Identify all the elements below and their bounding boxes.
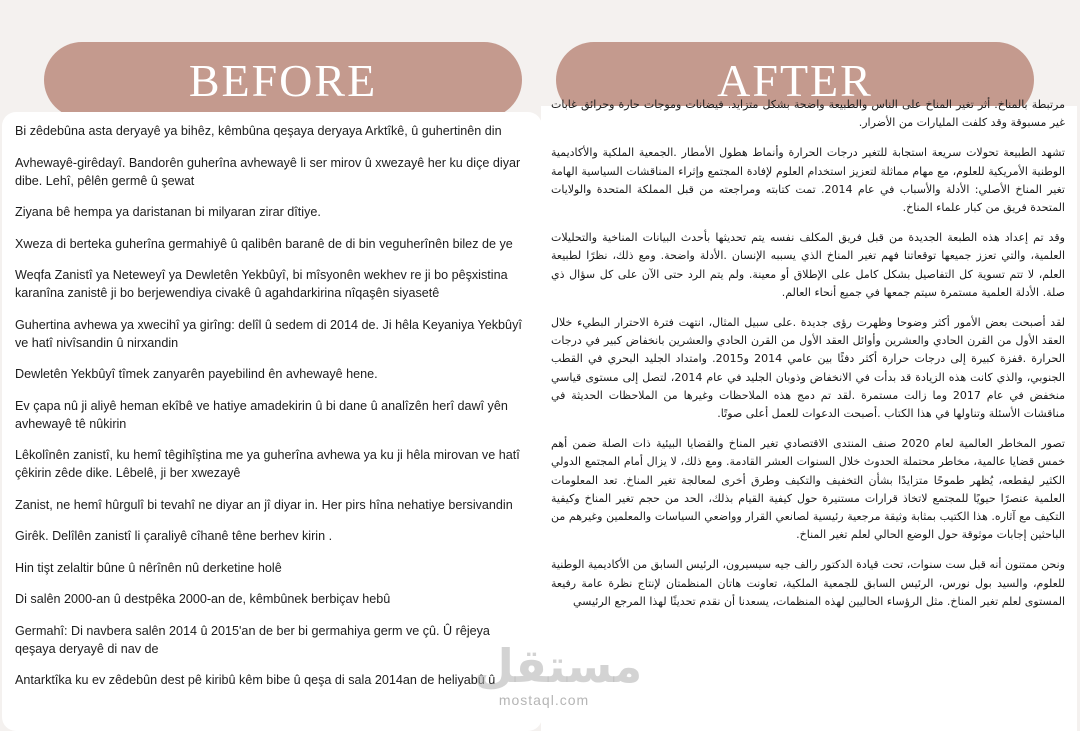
before-paragraph: Lêkolînên zanistî, ku hemî têgihîştina me ya guherîna avhewa ya ku ji hêla mirovan ve hatî çêkirin zêde dike. Lêbelê, ji ber xwezayê [15,448,520,480]
before-paragraph: Girêk. Delîlên zanistî li çaraliyê cîhanê têne berhev kirin . [15,529,333,543]
before-paragraph: Xweza di berteka guherîna germahiyê û qalibên baranê de di bin veguherînên bilez de ye [15,236,513,251]
before-paragraph: Dewletên Yekbûyî tîmek zanyarên payebilind ên avhewayê hene. [15,367,378,381]
before-label-text: BEFORE [188,54,378,106]
after-paragraph: ونحن ممتنون أنه قبل ست سنوات، تحت قيادة الدكتور رالف جيه سيسيرون، الرئيس السابق من الأكاديمية الوطنية للعلوم، والسيد بول نورس، الرئيس السابق للجمعية الملكية، تعاونت هاتان المنظمتان لإنتاج نظرة عامة رفيعة المستوى لعلم تغير المناخ. مثل الرؤساء الحاليين لهذه المنظمات، يسعدنا أن نقدم تحديثًا لهذا المرجع الرئيسي [551,558,1065,608]
before-paragraph: Germahî: Di navbera salên 2014 û 2015'an de ber bi germahiya germ ve çû. Û rêjeya qeşaya deryayê di nav de [15,623,490,656]
after-paragraph: تصور المخاطر العالمية لعام 2020 صنف المنتدى الاقتصادي تغير المناخ والقضايا البيئية ذات الصلة ضمن أهم خمس قضايا عالمية، مخاطر محتملة الحدوث خلال السنوات العشر القادمة. ومع ذلك، لا يزال أمام المجتمع الدولي الكثير ليقطعه، يُظهر طموحًا متزايدًا بشأن التخفيف والتكيف وطرق أخرى لمعالجة تغير المناخ. تعد المعلومات العلمية عنصرًا حيويًا للمجتمع لاتخاذ قرارات مستنيرة حول كيفية القيام بذلك، الحد من حجم تغير المناخ وكيفية التكيف مع آثاره. هذا الكتيب بمثابة وثيقة مرجعية رئيسية لصانعي القرار وواضعي السياسات والمعلمين وغيرهم من الباحثين إجابات موثوقة حول الوضع الحالي لعلم تغير المناخ. [551,437,1065,542]
watermark-logo: مستقل [474,639,643,693]
after-document-panel [541,98,1077,731]
before-paragraph: Weqfa Zanistî ya Neteweyî ya Dewletên Yekbûyî, bi mîsyonên wekhev re ji bo pêşxistina karanîna zanistê ji bo berjewendiya civakê û agahdarkirina nîqaşên siyasetê [15,268,508,300]
before-label [44,42,522,118]
before-paragraph: Hin tişt zelaltir bûne û nêrînên nû derketine holê [15,560,282,575]
before-paragraph: Zanist, ne hemî hûrgulî bi tevahî ne diyar an jî diyar in. Her pirs hîna nehatiye bersivandin [15,497,513,512]
after-paragraph: تشهد الطبيعة تحولات سريعة استجابة للتغير درجات الحرارة وأنماط هطول الأمطار .الجمعية الملكية والأكاديمية الوطنية الأمريكية للعلوم، مع مهام مماثلة لتعزيز استخدام العلوم لإفادة المجتمع وإثراء المناقشات السياسية الهامة تغير المناخ الأصلي: الأدلة والأسباب في عام 2014. تمت كتابته ومراجعته من قبل المملكة المتحدة والولايات المتحدة فريق من كبار علماء المناخ. [551,146,1065,215]
after-paragraph: وقد تم إعداد هذه الطبعة الجديدة من قبل فريق المكلف نفسه يتم تحديثها بأحدث البيانات المناخية والتحليلات العلمية، والتي تعزز جميعها توقعاتنا فهم تغير المناخ الذي يسببه الإنسان .الأدلة واضحة. ومع ذلك، نظرًا لطبيعة العلم، لا تتم تسوية كل التفاصيل بشكل كامل على الإطلاق أو معينة. ولم يتم الرد حتى الآن على كل سؤال ذي صلة. الأدلة العلمية مستمرة سيتم جمعها في جميع أنحاء العالم. [551,231,1065,299]
after-paragraph: مرتبطة بالمناخ. أثر تغير المناخ على الناس والطبيعة واضحة بشكل متزايد. فيضانات وموجات حارة وحرائق غابات غير مسبوقة وقد كلفت المليارات من الأضرار. [551,98,1065,130]
before-paragraph: Ev çapa nû ji aliyê heman ekîbê ve hatiye amadekirin û bi dane û analîzên herî dawî yên avhewayê tê nûkirin [15,398,508,431]
watermark-url: mostaql.com [498,692,590,708]
before-paragraph: Avhewayê-girêdayî. Bandorên guherîna avhewayê li ser mirov û xwezayê her ku diçe diyar dibe. Lehî, pêlên germê û şewat [15,155,521,188]
mostaql-watermark [474,639,643,730]
before-paragraph: Bi zêdebûna asta deryayê ya bihêz, kêmbûna qeşaya deryaya Arktîkê, û guhertinên din [15,124,502,138]
after-paragraph: لقد أصبحت بعض الأمور أكثر وضوحا وظهرت رؤى جديدة .على سبيل المثال، انتهت فترة الاحترار البطيء خلال العقد الأول من القرن الحادي والعشرين وأوائل العقد الأول من القرن الحادي والعشرين بانخفاض كبير في درجات الحرارة .قفزة كبيرة إلى درجات حرارة أكثر دفئًا بين عامي 2014 و2015. وامتداد الجليد البحري في القطب الجنوبي، والذي كانت هذه الزيادة قد بدأت في الانخفاض وذوبان الجليد في عام 2014، لتصل إلى مستوى قياسي منخفض في عام 2017 وما زالت مستمرة .لقد تم دمج هذه الملاحظات وغيرها من الملاحظات الحديثة في مناقشات الأسئلة وتناولها في هذا الكتاب .أصبحت الدعوات للعمل أعلى صوتًا. [551,316,1066,421]
before-document-panel [2,112,542,731]
after-label-text: AFTER [717,54,873,106]
before-paragraph: Guhertina avhewa ya xwecihî ya girîng: delîl û sedem di 2014 de. Ji hêla Keyaniya Yekbûyî ve hatî nivîsandin û nirxandin [15,317,522,350]
before-paragraph: Ziyana bê hempa ya daristanan bi milyaran zirar dîtiye. [15,205,321,219]
before-paragraph: Di salên 2000-an û destpêka 2000-an de, kêmbûnek berbiçav hebû [15,592,391,606]
before-paragraph: Antarktîka ku ev zêdebûn dest pê kiribû kêm bibe û qeşa di sala 2014an de heliyabû û [15,673,496,687]
